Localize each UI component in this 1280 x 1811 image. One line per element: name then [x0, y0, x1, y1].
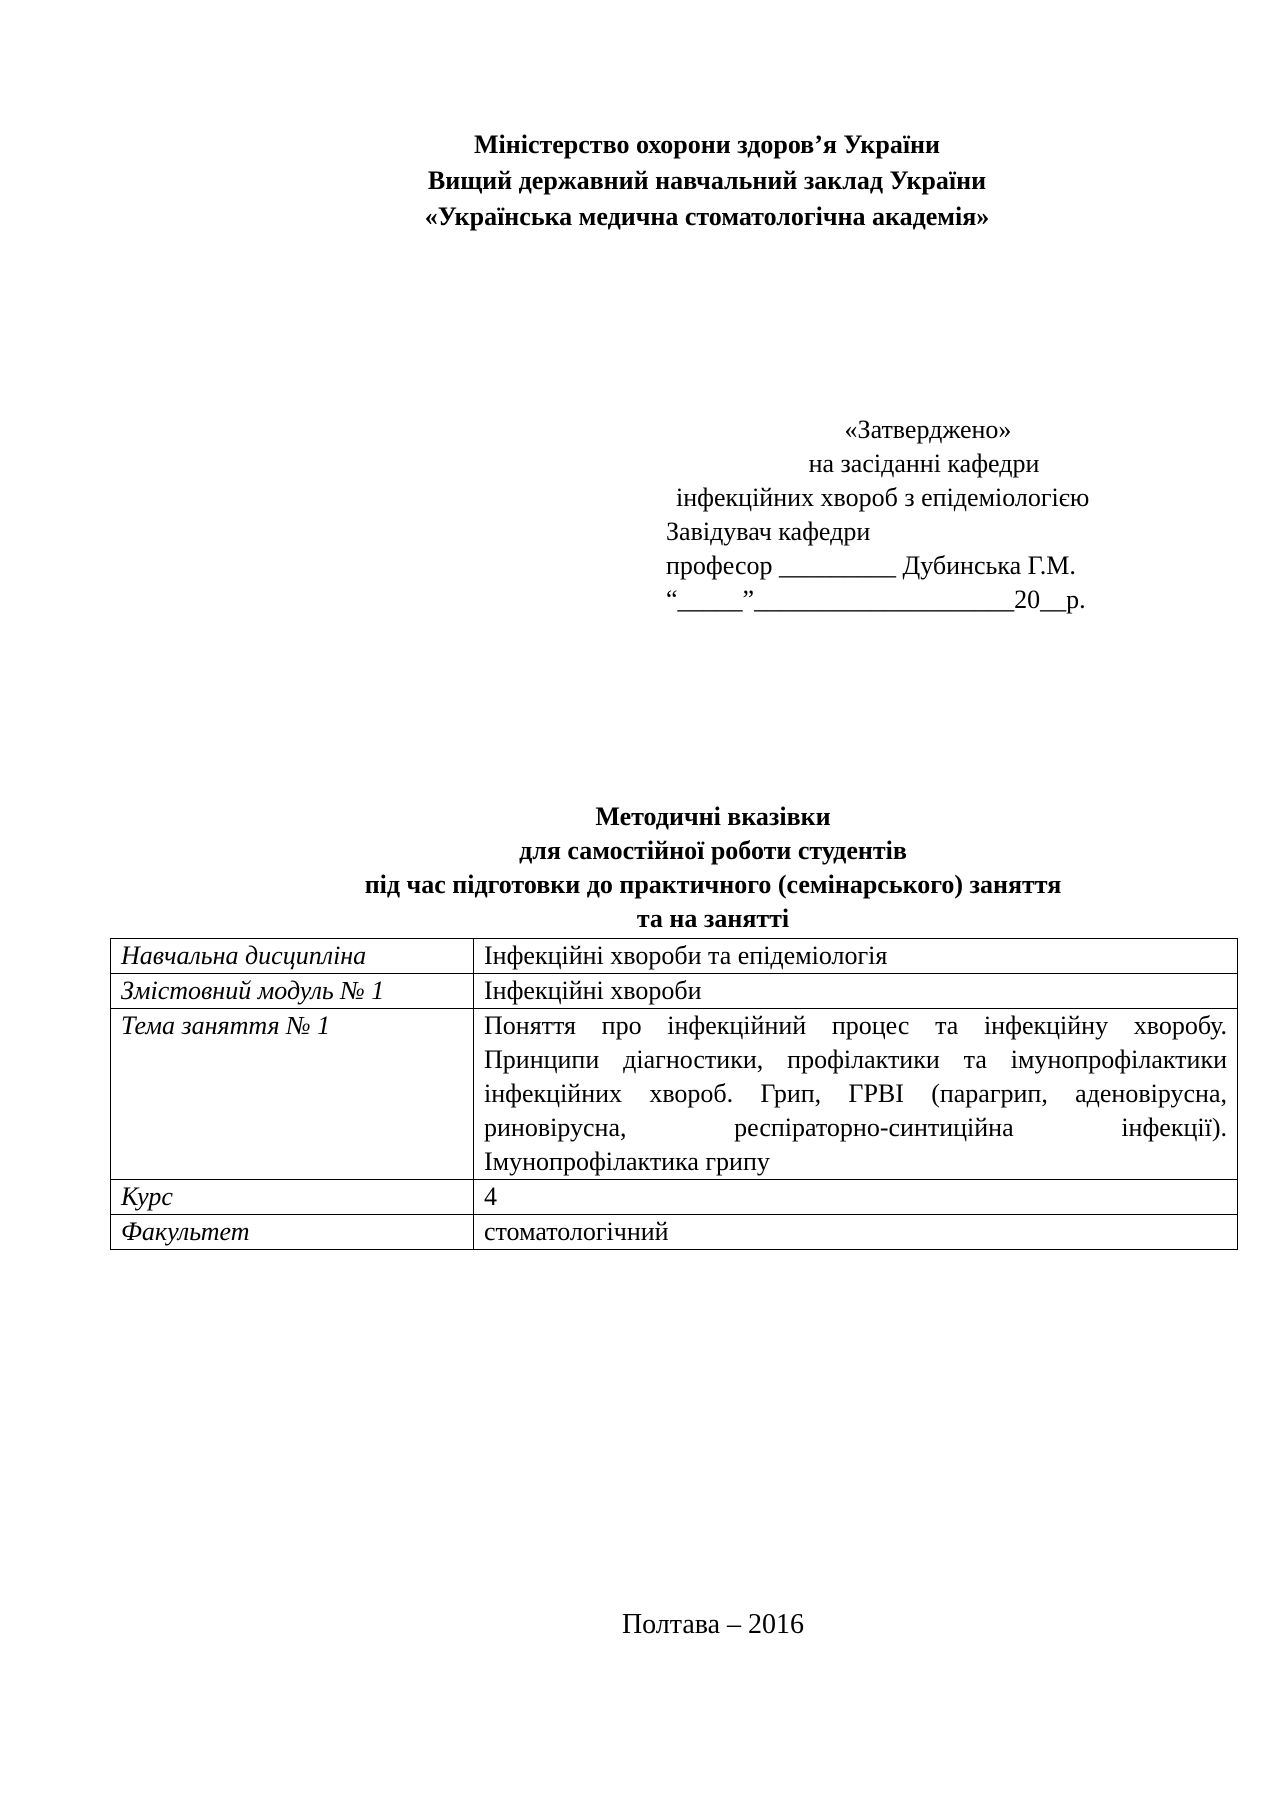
table-row	[111, 974, 1238, 1009]
title-line-3: під час підготовки до практичного (семінарського) заняття	[364, 870, 1062, 899]
row-value: Поняття про інфекційний процес та інфекційну хворобу. Принципи діагностики, профілактики та імунопрофілактики інфекційних хвороб. Грип, ГРВІ (парагрип, аденовірусна, риновірусна, респіраторно-синтиційна інфекції). Імунопрофілактика грипу	[474, 1009, 1238, 1180]
row-value: 4	[474, 1180, 1238, 1215]
row-key: Змістовний модуль № 1	[111, 974, 474, 1009]
row-value: Інфекційні хвороби та епідеміологія	[474, 939, 1238, 974]
ministry-line: Міністерство охорони здоров’я України	[473, 130, 941, 159]
document-title	[0, 800, 1280, 936]
course-info-table	[110, 938, 1238, 1250]
title-line-4: та на занятті	[636, 904, 790, 933]
approval-head-title: Завідувач кафедри	[666, 517, 871, 546]
approval-title: «Затверджено»	[844, 415, 1012, 444]
table-row	[111, 939, 1238, 974]
title-line-2: для самостійної роботи студентів	[519, 836, 907, 865]
place-year: Полтава – 2016	[621, 1609, 805, 1640]
row-key: Тема заняття № 1	[111, 1009, 474, 1180]
approval-department: інфекційних хвороб з епідеміологією	[676, 483, 1090, 512]
row-key: Факультет	[111, 1215, 474, 1250]
approval-date: “_____”____________________20__р.	[666, 585, 1086, 614]
approval-signature: професор _________ Дубинська Г.М.	[666, 551, 1076, 580]
row-value: Інфекційні хвороби	[474, 974, 1238, 1009]
row-value: стоматологічний	[474, 1215, 1238, 1250]
row-key: Курс	[111, 1180, 474, 1215]
approval-meeting: на засіданні кафедри	[808, 449, 1040, 478]
table-row	[111, 1180, 1238, 1215]
academy-name: «Українська медична стоматологічна академія»	[424, 202, 990, 231]
title-line-1: Методичні вказівки	[595, 802, 831, 831]
institution-header	[0, 127, 1280, 235]
row-key: Навчальна дисципліна	[111, 939, 474, 974]
table-row	[111, 1215, 1238, 1250]
approval-block	[666, 413, 1166, 617]
table-row	[111, 1009, 1238, 1180]
institution-line: Вищий державний навчальний заклад України	[427, 166, 987, 195]
